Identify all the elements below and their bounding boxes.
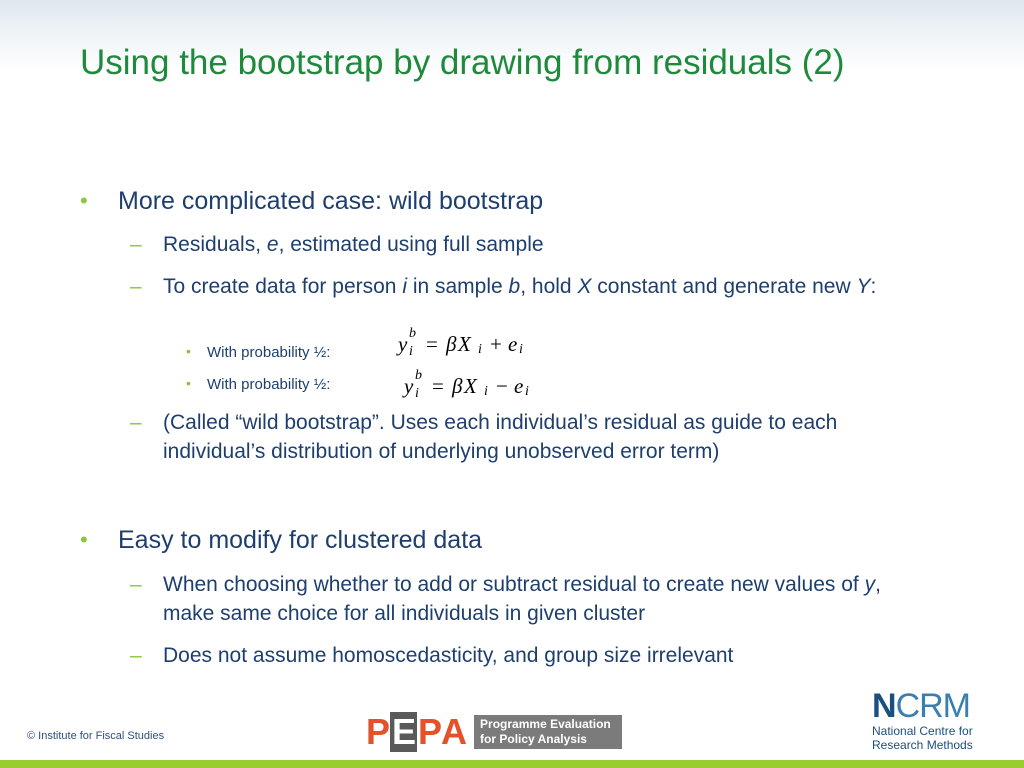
italic-var: e bbox=[266, 233, 279, 256]
italic-var: X bbox=[577, 275, 592, 298]
pepa-letter: P bbox=[366, 711, 390, 752]
dash-marker: – bbox=[130, 411, 142, 434]
eq-sub-i: i bbox=[478, 342, 482, 357]
bullet-marker: • bbox=[80, 188, 88, 213]
eq-sub-i: i bbox=[484, 384, 488, 399]
italic-var: b bbox=[508, 275, 521, 298]
dash-marker: – bbox=[130, 573, 142, 596]
italic-var: Y bbox=[856, 275, 871, 298]
eq-sup-b: b bbox=[409, 326, 416, 341]
text-run: , hold bbox=[520, 275, 578, 298]
sub-bullet-cluster-choice bbox=[163, 570, 923, 628]
text-run: , estimated using full sample bbox=[278, 233, 544, 256]
sub-bullet-create-data bbox=[163, 272, 923, 301]
text-run: in sample bbox=[406, 275, 509, 298]
eq-equals: = bbox=[426, 332, 438, 356]
pepa-letter: E bbox=[392, 711, 416, 752]
eq-minus: − bbox=[496, 374, 508, 398]
italic-var: y bbox=[864, 573, 876, 596]
bullet-marker: • bbox=[186, 343, 191, 359]
sub-bullet-homoscedasticity: Does not assume homoscedasticity, and group size irrelevant bbox=[163, 644, 734, 667]
eq-beta: β bbox=[446, 332, 457, 356]
eq-var-x: X bbox=[464, 374, 477, 398]
dash-marker: – bbox=[130, 275, 142, 298]
text-run: Residuals, bbox=[163, 233, 267, 256]
text-run: When choosing whether to add or subtract residual to create new values of bbox=[163, 573, 865, 596]
text-run: , make same choice for all individuals in given cluster bbox=[163, 573, 881, 625]
eq-var-x: X bbox=[458, 332, 471, 356]
eq-equals: = bbox=[432, 374, 444, 398]
ncrm-name: National Centre for Research Methods bbox=[872, 724, 973, 752]
equation-plus bbox=[398, 328, 538, 362]
eq-sup-b: b bbox=[415, 368, 422, 383]
probability-half-label: With probability ½: bbox=[207, 376, 331, 393]
italic-var: i bbox=[402, 275, 407, 298]
copyright-notice: © Institute for Fiscal Studies bbox=[27, 730, 165, 742]
footer-rule bbox=[0, 760, 1024, 768]
text-run: : bbox=[870, 275, 877, 298]
slide-title: Using the bootstrap by drawing from residuals (2) bbox=[80, 43, 845, 82]
text-run: constant and generate new bbox=[591, 275, 857, 298]
eq-var-e: e bbox=[514, 374, 524, 398]
dash-marker: – bbox=[130, 644, 142, 667]
eq-var-y: y bbox=[398, 332, 408, 356]
eq-var-e: e bbox=[508, 332, 518, 356]
ncrm-logo bbox=[872, 688, 992, 752]
eq-sub-i: i bbox=[519, 342, 523, 357]
pepa-letter: A bbox=[441, 711, 467, 752]
eq-var-y: y bbox=[404, 374, 414, 398]
probability-half-label: With probability ½: bbox=[207, 344, 331, 361]
eq-sub-i: i bbox=[409, 344, 413, 359]
equation-minus bbox=[404, 370, 544, 404]
eq-sub-i: i bbox=[415, 386, 419, 401]
eq-beta: β bbox=[452, 374, 463, 398]
pepa-tagline: Programme Evaluation for Policy Analysis bbox=[474, 715, 622, 749]
pepa-logo bbox=[366, 712, 622, 752]
bullet-2-text: Easy to modify for clustered data bbox=[118, 526, 483, 554]
dash-marker: – bbox=[130, 233, 142, 256]
ncrm-wordmark bbox=[872, 688, 992, 724]
text-run: To create data for person bbox=[163, 275, 403, 298]
ncrm-n: N bbox=[872, 687, 896, 725]
eq-plus: + bbox=[490, 332, 502, 356]
sub-bullet-residuals bbox=[163, 230, 943, 259]
eq-sub-i: i bbox=[525, 384, 529, 399]
bullet-marker: • bbox=[186, 375, 191, 391]
bullet-1-text: More complicated case: wild bootstrap bbox=[118, 187, 544, 215]
bullet-marker: • bbox=[80, 527, 88, 552]
pepa-letter: P bbox=[418, 711, 442, 752]
ncrm-crm: CRM bbox=[895, 687, 970, 725]
sub-bullet-wild-bootstrap-note: (Called “wild bootstrap”. Uses each individual’s residual as guide to each individual’s distribution of underlying unobserved error term) bbox=[163, 411, 838, 463]
